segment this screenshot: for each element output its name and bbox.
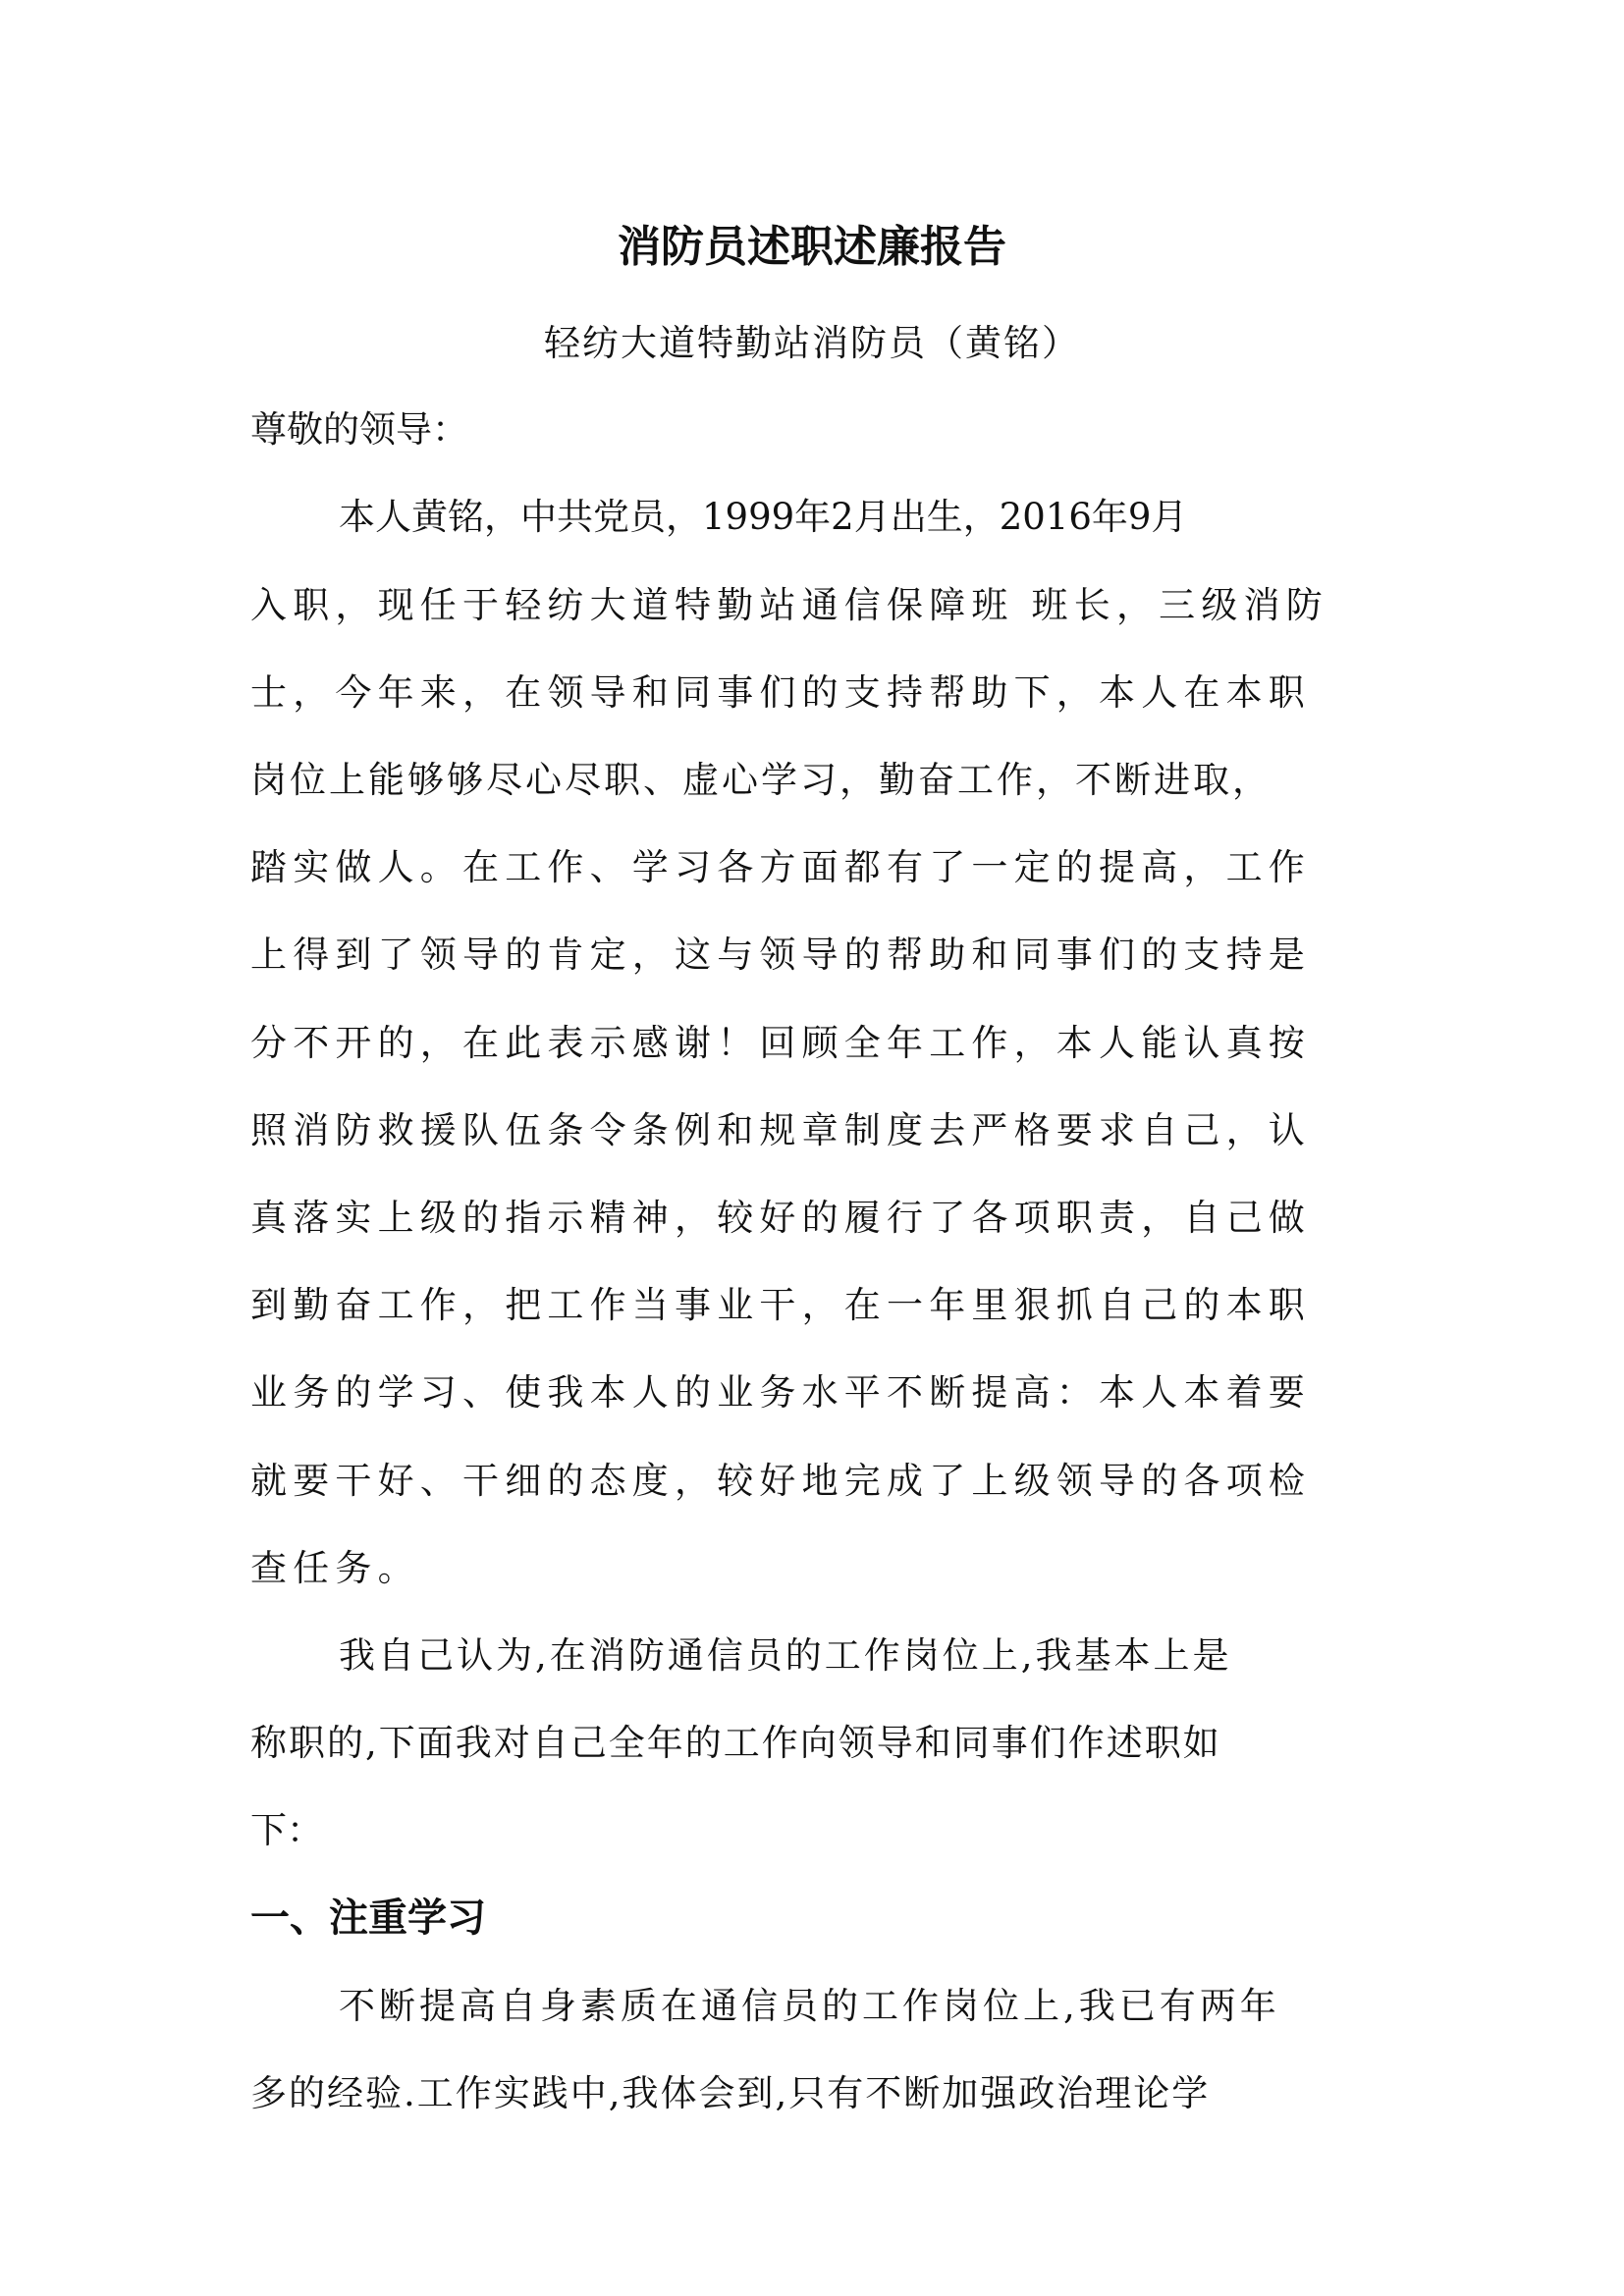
paragraph-line: 士，今年来，在领导和同事们的支持帮助下，本人在本职 — [250, 671, 1311, 714]
paragraph-line: 到勤奋工作，把工作当事业干，在一年里狠抓自己的本职 — [250, 1284, 1311, 1326]
paragraph-line: 我自己认为,在消防通信员的工作岗位上,我基本上是 — [339, 1634, 1232, 1677]
document-subtitle: 轻纺大道特勤站消防员（黄铭） — [544, 322, 1080, 364]
salutation: 尊敬的领导： — [250, 408, 468, 451]
document-title: 消防员述职述廉报告 — [618, 222, 1006, 272]
paragraph-line: 查任务。 — [250, 1547, 420, 1589]
paragraph-line: 岗位上能够够尽心尽职、虚心学习，勤奋工作，不断进取， — [250, 759, 1272, 801]
paragraph-line: 上得到了领导的肯定，这与领导的帮助和同事们的支持是 — [250, 934, 1311, 976]
paragraph-line: 称职的,下面我对自己全年的工作向领导和同事们作述职如 — [250, 1722, 1221, 1764]
paragraph-line: 本人黄铭，中共党员，1999年2月出生，2016年9月 — [339, 496, 1188, 538]
paragraph-line: 踏实做人。在工作、学习各方面都有了一定的提高，工作 — [250, 846, 1311, 888]
paragraph-line: 多的经验.工作实践中,我体会到,只有不断加强政治理论学 — [250, 2072, 1211, 2114]
paragraph-line: 就要干好、干细的态度，较好地完成了上级领导的各项检 — [250, 1460, 1311, 1502]
paragraph-line: 入职，现任于轻纺大道特勤站通信保障班 班长，三级消防 — [250, 584, 1328, 626]
paragraph-line: 真落实上级的指示精神，较好的履行了各项职责，自己做 — [250, 1197, 1311, 1239]
paragraph-line: 分不开的，在此表示感谢！回顾全年工作，本人能认真按 — [250, 1022, 1311, 1064]
paragraph-line: 业务的学习、使我本人的业务水平不断提高：本人本着要 — [250, 1371, 1311, 1414]
section-heading: 一、注重学习 — [250, 1896, 486, 1941]
paragraph-line: 下： — [250, 1809, 323, 1851]
paragraph-line: 照消防救援队伍条令条例和规章制度去严格要求自己，认 — [250, 1109, 1311, 1151]
paragraph-line: 不断提高自身素质在通信员的工作岗位上,我已有两年 — [339, 1985, 1280, 2027]
